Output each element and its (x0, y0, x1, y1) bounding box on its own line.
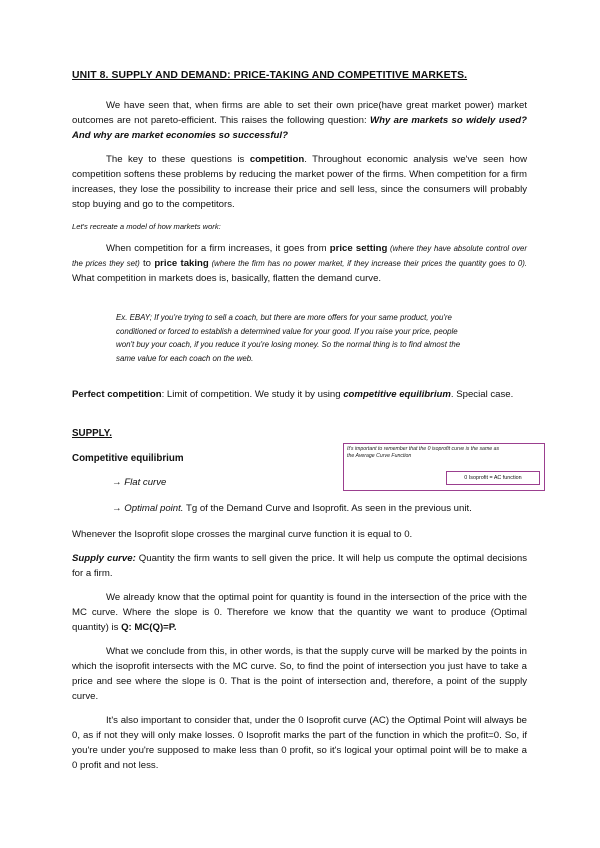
intro-text: We have seen that, when firms are able to set their own price(have great market power) market outcomes are not pareto-efficient. This raises the following question: (72, 100, 527, 126)
competition-keyword: competition (249, 154, 305, 165)
price-text-a: When competition for a firm increases, it goes from (106, 243, 330, 254)
supply-curve-term: Supply curve: (72, 553, 136, 564)
perfect-competition-term: Perfect competition (72, 389, 162, 400)
price-text-g: What competition in markets does is, basically, flatten the demand curve. (72, 273, 382, 284)
paragraph-isoprofit-slope: Whenever the Isoprofit slope crosses the marginal curve function it is equal to 0. (72, 529, 413, 540)
competition-text-a: The key to these questions is (106, 154, 250, 165)
recreate-note: Let's recreate a model of how markets work: (72, 222, 221, 231)
arrow-icon: → (112, 477, 122, 488)
paragraph-supply-curve (72, 551, 527, 581)
competition-text-b: . Throughout economic analysis we've seen how competition softens these problems by reducing the market power of the firms. When competition for a firm increases, they lose the possibility to increase their price and sell less, since the consumers will probably stop buying and go to the competitors. (72, 154, 528, 210)
competitive-equilibrium-term: competitive equilibrium (343, 389, 451, 400)
paragraph-perfect-competition (72, 387, 527, 402)
ebay-example: Ex. EBAY; If you're trying to sell a coach, but there are more offers for your same product, you're conditioned or forced to establish a determined value for your good. If you raise your price, people won't buy your coach, if you reduce it you're losing money. So the normal thing is to find almost the same value for each coach on the web. (116, 313, 461, 363)
supply-heading: SUPPLY. (72, 428, 112, 439)
perfect-text: : Limit of competition. We study it by using (161, 389, 344, 400)
optimal-point-item (112, 503, 472, 514)
flat-curve-text: Flat curve (124, 477, 167, 488)
optimal-quantity-formula: Q: MC(Q)=P. (121, 622, 177, 633)
unit-title: UNIT 8. SUPPLY AND DEMAND: PRICE-TAKING AND COMPETITIVE MARKETS. (72, 70, 468, 81)
note-box-text: It's important to remember that the 0 isoprofit curve is the same as the Average Curve Function (347, 446, 500, 459)
already-text: We already know that the optimal point for quantity is found in the intersection of the price with the MC curve. Where the slope is 0. Therefore we know that the quantity we want to produce (Optimal quantity) is (72, 592, 527, 633)
paragraph-already-know (72, 590, 527, 635)
note-box-formula: 0 Isoprofit = AC function (446, 471, 540, 485)
paragraph-zero-isoprofit: It's also important to consider that, under the 0 Isoprofit curve (AC) the Optimal Point will always be 0, as if not they will only make losses. 0 Isoprofit marks the part of the function in which the profit=0. So, if you're under you're supposed to make less than 0 profit, so it's logical your optimal point will be to make a 0 profit and not less. (72, 715, 527, 771)
paragraph-competition (72, 152, 527, 212)
arrow-icon: → (112, 503, 122, 514)
flat-curve-item (112, 477, 166, 488)
intro-question: Why are markets so widely used? And why are market economies so successful? (72, 115, 527, 141)
optimal-point-text: Tg of the Demand Curve and Isoprofit. As seen in the previous unit. (183, 503, 472, 514)
supply-curve-text: Quantity the firm wants to sell given the price. It will help us compute the optimal decisions for a firm. (72, 553, 527, 579)
price-text-to: to (139, 258, 155, 269)
price-setting-term: price setting (329, 243, 388, 254)
perfect-text-end: . Special case. (450, 389, 514, 400)
price-taking-term: price taking (154, 258, 209, 269)
paragraph-intro (72, 98, 527, 143)
paragraph-conclusion: What we conclude from this, in other words, is that the supply curve will be marked by the points in which the isoprofit intersects with the MC curve. So, to find the point of intersection you just have to take a price and see where the slope is 0. That is the point of intersection and, therefore, a point of the supply curve. (72, 646, 527, 702)
price-setting-desc: (where they have absolute control over the prices they set) (72, 244, 527, 268)
paragraph-price-setting (72, 241, 527, 286)
competitive-equilibrium-heading: Competitive equilibrium (72, 453, 184, 464)
price-taking-desc: (where the firm has no power market, if they increase their prices the quantity goes to 0). (208, 259, 527, 268)
optimal-point-term: Optimal point. (124, 503, 184, 514)
note-box (343, 443, 545, 491)
